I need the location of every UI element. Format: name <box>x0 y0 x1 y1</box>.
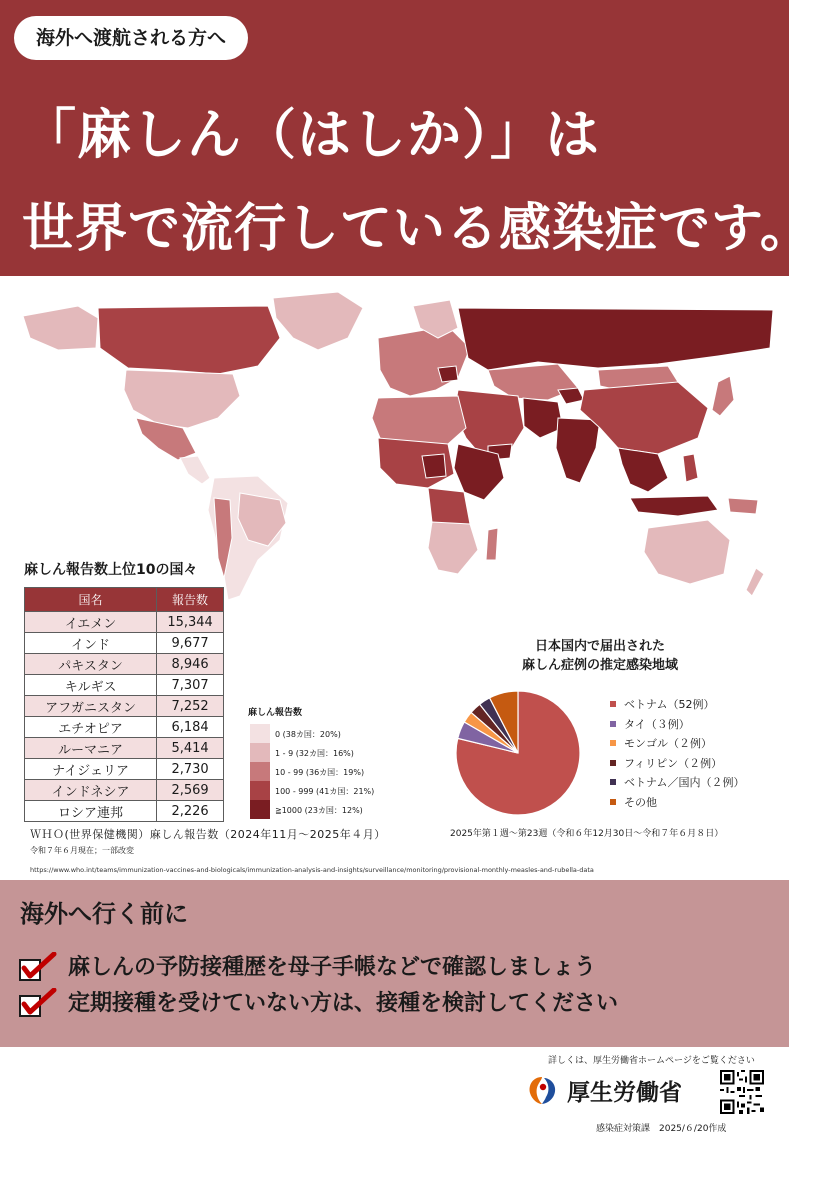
country-cell: ロシア連邦 <box>25 801 157 822</box>
map-legend-title: 麻しん報告数 <box>248 708 303 718</box>
map-india <box>556 418 600 483</box>
country-cell: パキスタン <box>25 654 157 675</box>
table-row <box>25 801 224 822</box>
legend-label: 0 (38カ国：20%) <box>275 730 341 739</box>
map-greenland <box>273 292 363 350</box>
pie-legend-label: モンゴル（２例） <box>624 737 712 750</box>
dept-and-date: 感染症対策課 2025/６/20作成 <box>596 1124 727 1134</box>
who-source: ＷＨＯ(世界保健機関）麻しん報告数（2024年11月～2025年４月） <box>30 828 386 841</box>
count-cell: 5,414 <box>157 738 224 759</box>
map-russia <box>458 308 773 370</box>
legend-label: 10 - 99 (36カ国：19%) <box>275 768 365 777</box>
legend-label: ≧1000 (23カ国：12%) <box>275 806 363 815</box>
pie-title-line2: 麻しん症例の推定感染地域 <box>521 658 678 673</box>
map-canada <box>98 306 280 374</box>
count-cell: 2,226 <box>157 801 224 822</box>
pie-legend-label: その他 <box>624 795 657 809</box>
table-row <box>25 759 224 780</box>
top10-title: 麻しん報告数上位10の国々 <box>24 562 198 578</box>
legend-swatch <box>250 762 270 781</box>
legend-swatch <box>250 743 270 762</box>
map-alaska <box>23 306 98 350</box>
count-cell: 9,677 <box>157 633 224 654</box>
headline-line1: 「麻しん（はしか）」は <box>22 103 600 166</box>
table-row <box>25 717 224 738</box>
infection-region-pie <box>453 688 583 818</box>
pie-legend-swatch <box>610 701 616 707</box>
pie-legend-label: フィリピン（２例） <box>624 756 723 770</box>
table-row <box>25 633 224 654</box>
legend-swatch <box>250 800 270 819</box>
pie-legend-label: タイ（３例） <box>624 717 690 731</box>
count-cell: 2,569 <box>157 780 224 801</box>
map-china <box>580 382 708 454</box>
count-cell: 7,307 <box>157 675 224 696</box>
map-australia <box>644 520 730 584</box>
map-nigeria <box>422 454 446 478</box>
headline-line2: 世界で流行している感染症です。 <box>22 199 813 259</box>
map-se-asia <box>618 448 668 492</box>
top10-table <box>24 587 224 822</box>
pie-legend-swatch <box>610 760 616 766</box>
legend-swatch <box>250 781 270 800</box>
legend-item <box>248 762 408 781</box>
table-row <box>25 738 224 759</box>
country-cell: アフガニスタン <box>25 696 157 717</box>
advice-panel <box>0 880 789 1047</box>
legend-item <box>248 743 408 762</box>
table-row <box>25 696 224 717</box>
map-indonesia <box>630 496 718 516</box>
count-cell: 15,344 <box>157 612 224 633</box>
legend-label: 1 - 9 (32カ国：16%) <box>275 749 354 758</box>
country-cell: イエメン <box>25 612 157 633</box>
legend-swatch <box>250 724 270 743</box>
country-cell: ナイジェリア <box>25 759 157 780</box>
ministry-name: 厚生労働省 <box>567 1080 682 1106</box>
legend-label: 100 - 999 (41カ国：21%) <box>275 787 375 796</box>
pie-legend-swatch <box>610 779 616 785</box>
map-central-america <box>180 456 210 484</box>
source-date: 令和７年６月現在；一部改変 <box>30 846 134 855</box>
advice-heading: 海外へ行く前に <box>20 900 188 928</box>
col-country-header: 国名 <box>25 588 157 612</box>
map-europe <box>378 326 470 396</box>
legend-item <box>248 781 408 800</box>
more-info-note: 詳しくは、厚生労働省ホームページをご覧ください <box>548 1056 755 1066</box>
header-banner <box>0 0 813 276</box>
count-cell: 6,184 <box>157 717 224 738</box>
legend-item <box>248 800 408 819</box>
map-kyrgyz <box>558 388 584 404</box>
count-cell: 8,946 <box>157 654 224 675</box>
checkbox-checked-icon <box>18 952 58 982</box>
country-cell: キルギス <box>25 675 157 696</box>
pie-period: 2025年第１週～第23週（令和６年12月30日～令和７年６月８日） <box>450 829 724 839</box>
pie-legend-swatch <box>610 740 616 746</box>
qr-code-icon[interactable] <box>720 1070 764 1114</box>
pie-legend-label: ベトナム／国内（２例） <box>624 776 745 789</box>
table-row <box>25 612 224 633</box>
checkbox-checked-icon <box>18 988 58 1018</box>
advice-tip-text: 麻しんの予防接種歴を母子手帳などで確認しましょう <box>68 955 597 980</box>
table-row <box>25 654 224 675</box>
country-cell: インドネシア <box>25 780 157 801</box>
table-row <box>25 675 224 696</box>
country-cell: ルーマニア <box>25 738 157 759</box>
count-cell: 2,730 <box>157 759 224 780</box>
map-legend <box>248 705 408 819</box>
who-url[interactable]: https://www.who.int/teams/immunization-vaccines-and-biologicals/immunization-analysis-and-insights/surveillance/monitoring/provisional-monthly-measles-and-rubella-data <box>30 866 594 874</box>
map-madagascar <box>486 528 498 560</box>
map-romania <box>438 366 458 382</box>
advice-tip-text: 定期接種を受けていない方は、接種を検討してください <box>68 991 619 1016</box>
country-cell: インド <box>25 633 157 654</box>
map-japan <box>712 376 734 416</box>
pie-title-line1: 日本国内で届出された <box>534 639 665 654</box>
map-philippines <box>683 454 698 482</box>
legend-item <box>248 724 408 743</box>
pie-title <box>500 637 700 675</box>
top10-header-row <box>25 588 224 612</box>
map-new-zealand <box>746 568 764 596</box>
map-png <box>728 498 758 514</box>
col-count-header: 報告数 <box>157 588 224 612</box>
ministry-logo-icon <box>525 1073 559 1107</box>
table-row <box>25 780 224 801</box>
map-south-africa <box>428 522 478 574</box>
pie-legend-swatch <box>610 799 616 805</box>
country-cell: エチオピア <box>25 717 157 738</box>
pie-legend-label: ベトナム（52例） <box>624 698 715 711</box>
pie-legend-swatch <box>610 721 616 727</box>
audience-pill: 海外へ渡航される方へ <box>14 16 248 60</box>
count-cell: 7,252 <box>157 696 224 717</box>
